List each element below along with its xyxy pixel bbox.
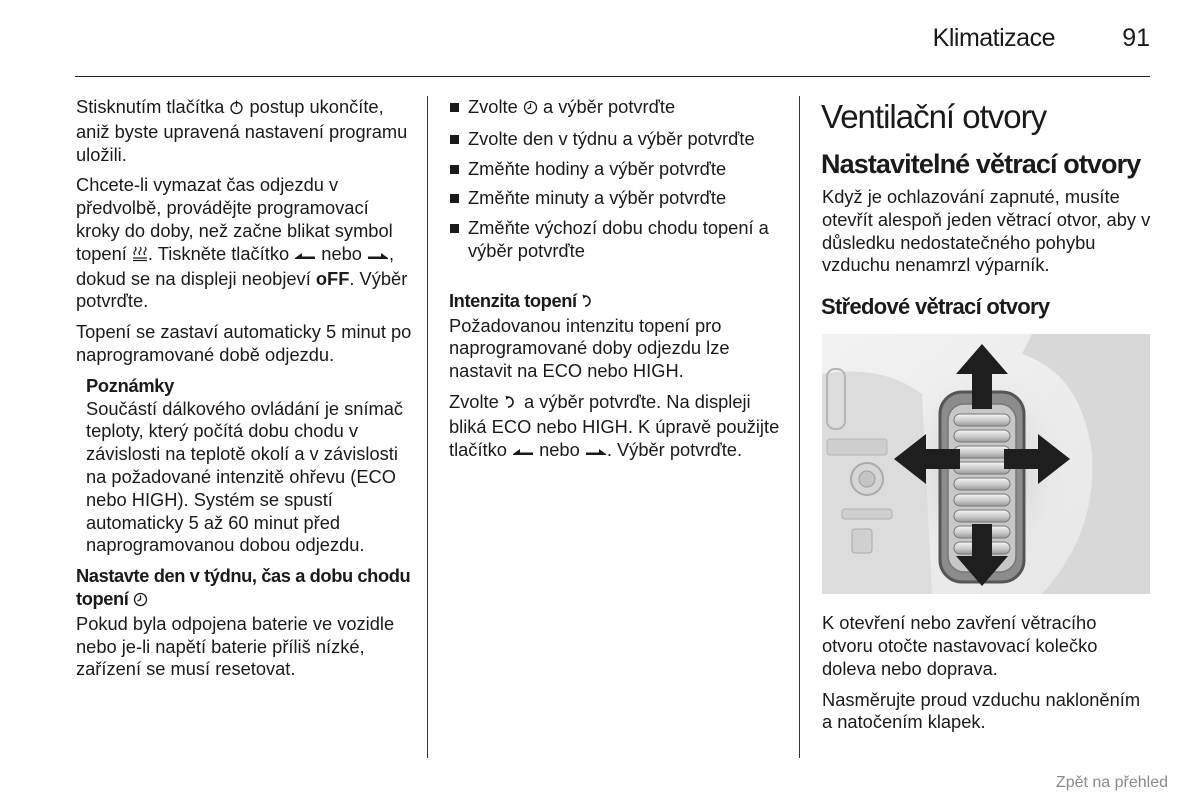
subsection-title: Středové větrací otvory bbox=[821, 294, 1050, 320]
list-item: Zvolte den v týdnu a výběr potvrďte bbox=[449, 128, 789, 151]
list-item: Změňte výchozí dobu chodu topení a výběr potvrďte bbox=[449, 217, 789, 263]
note-body: Součástí dálkového ovládání je snímač teploty, který počítá dobu chodu v závislosti na teplotě okolí a v závislosti na požadované intenzitě ohřevu (ECO nebo HIGH). Systém se spustí automaticky 5 až 60 minut před naprogramovanou dobou odjezdu. bbox=[86, 397, 404, 556]
arrow-right-icon bbox=[585, 441, 607, 464]
arrow-right-icon bbox=[367, 245, 389, 268]
chapter-title: Klimatizace bbox=[932, 24, 1055, 52]
subheading-intensity: Intenzita topení bbox=[449, 290, 789, 315]
column-1 bbox=[76, 96, 416, 689]
paragraph-direct-air: Nasměrujte proud vzduchu nakloněním a natočením klapek. bbox=[822, 688, 1141, 733]
intensity-icon bbox=[581, 292, 596, 315]
intensity-icon bbox=[504, 393, 519, 416]
heater-icon bbox=[132, 245, 148, 268]
paragraph-open-vent: Když je ochlazování zapnuté, musíte otevřít alespoň jeden větrací otvor, aby v důsledku nedostatečného pohybu vzduchu nenamrzl výparník. bbox=[822, 186, 1151, 276]
page-number: 91 bbox=[1122, 24, 1150, 52]
back-to-overview-link[interactable]: Zpět na přehled bbox=[1055, 774, 1168, 791]
subheading-set-day: Nastavte den v týdnu, čas a dobu chodu topení bbox=[76, 565, 416, 613]
off-text: oFF bbox=[315, 267, 350, 289]
paragraph-end-program: Stisknutím tlačítka postup ukončíte, aniž byste upravená nastavení programu uložili. bbox=[76, 96, 408, 165]
list-item: Zvolte a výběr potvrďte bbox=[449, 96, 789, 121]
paragraph-reset: Pokud byla odpojena baterie ve vozidle nebo je-li napětí baterie příliš nízké, zařízení se musí resetovat. bbox=[76, 612, 395, 680]
center-vent-illustration bbox=[822, 334, 1150, 594]
paragraph-auto-stop: Topení se zastaví automaticky 5 minut po naprogramované době odjezdu. bbox=[76, 321, 412, 365]
clock-icon bbox=[133, 590, 148, 613]
note-box bbox=[86, 375, 416, 557]
power-icon bbox=[229, 98, 244, 121]
column-3 bbox=[822, 96, 1152, 742]
note-title: Poznámky bbox=[86, 374, 175, 396]
column-divider bbox=[799, 96, 800, 758]
list-item: Změňte hodiny a výběr potvrďte bbox=[449, 158, 789, 181]
arrow-left-icon bbox=[294, 245, 316, 268]
arrow-left-icon bbox=[512, 441, 534, 464]
paragraph-intensity: Požadovanou intenzitu topení pro naprogramované doby odjezdu lze nastavit na ECO nebo HIGH. bbox=[449, 314, 730, 382]
paragraph-select-intensity: Zvolte a výběr potvrďte. Na displeji bliká ECO nebo HIGH. K úpravě použijte tlačítko nebo . Výběr potvrďte. bbox=[449, 391, 789, 463]
column-divider bbox=[427, 96, 428, 758]
section-title: Ventilační otvory bbox=[821, 98, 1047, 135]
clock-icon bbox=[523, 98, 538, 121]
paragraph-delete-time: Chcete-li vymazat čas odjezdu v předvolbě, provádějte programovací kroky do doby, než začne blikat symbol topení . Tiskněte tlačítko nebo , dokud se na displeji neobjeví oFF. Výběr potvrďte. bbox=[76, 174, 408, 312]
section-subtitle: Nastavitelné větrací otvory bbox=[821, 149, 1141, 179]
steps-list bbox=[449, 96, 789, 263]
page-header bbox=[0, 0, 1200, 80]
column-2 bbox=[449, 96, 789, 471]
list-item: Změňte minuty a výběr potvrďte bbox=[449, 187, 789, 210]
paragraph-open-close: K otevření nebo zavření větracího otvoru otočte nastavovací kolečko doleva nebo doprava. bbox=[822, 612, 1098, 679]
header-rule bbox=[75, 76, 1150, 77]
